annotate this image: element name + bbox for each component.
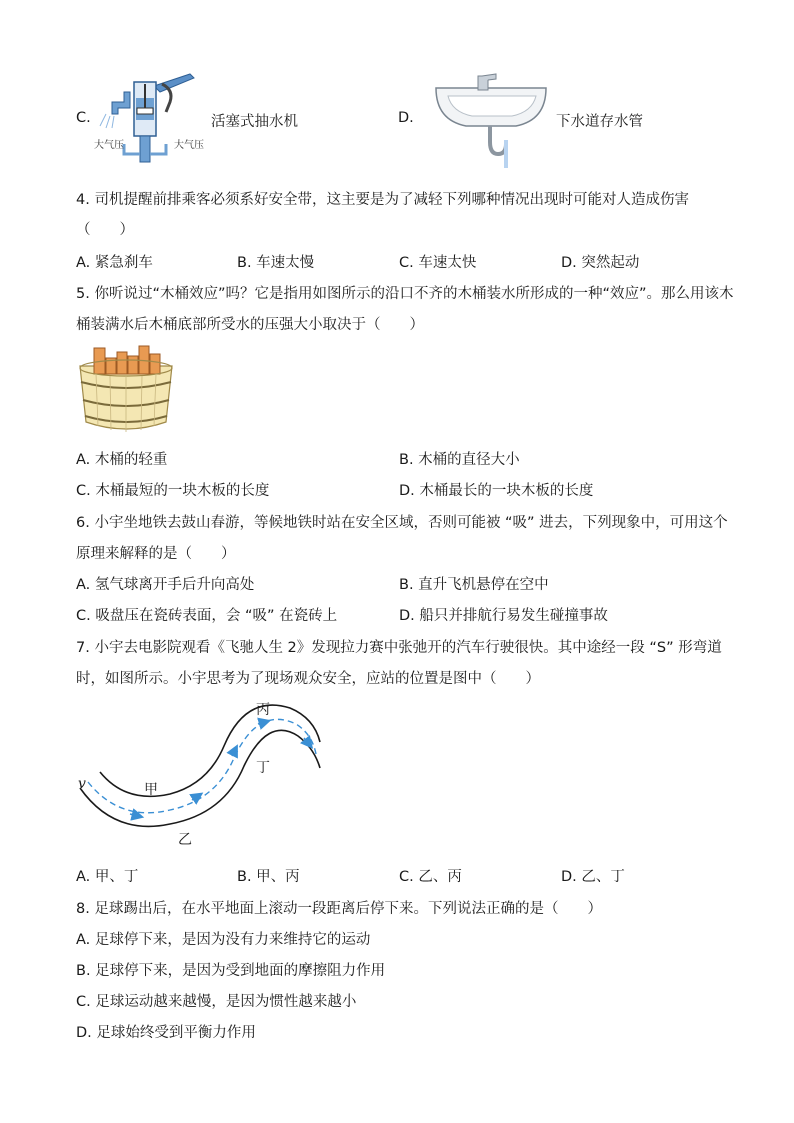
fig-label-yi: 乙 <box>178 832 192 848</box>
q4-option-d: D. 突然起动 <box>561 255 640 271</box>
q7-option-b: B. 甲、丙 <box>237 869 300 885</box>
q6-option-c: C. 吸盘压在瓷砖表面，会 “吸” 在瓷砖上 <box>76 608 338 624</box>
fig-label-v: v <box>78 776 86 792</box>
s-curve-road-figure <box>74 696 334 850</box>
fig-label-left: 大气压 <box>94 140 124 151</box>
q8-stem: 8. 足球踢出后，在水平地面上滚动一段距离后停下来。下列说法正确的是（ ） <box>76 901 602 917</box>
q8-option-d: D. 足球始终受到平衡力作用 <box>76 1025 256 1041</box>
wooden-bucket-figure <box>76 344 176 434</box>
q8-option-b: B. 足球停下来，是因为受到地面的摩擦阻力作用 <box>76 963 386 979</box>
q5-option-b: B. 木桶的直径大小 <box>399 452 520 468</box>
q4-stem-line1: 4. 司机提醒前排乘客必须系好安全带，这主要是为了减轻下列哪种情况出现时可能对人造成伤害 <box>76 192 689 208</box>
q4-option-b: B. 车速太慢 <box>237 255 315 271</box>
q6-stem-line2: 原理来解释的是（ ） <box>76 546 236 562</box>
q5-stem-line1: 5. 你听说过“木桶效应”吗？它是指用如图所示的沿口不齐的木桶装水所形成的一种“效应”。那么用该木 <box>76 286 734 302</box>
q6-option-b: B. 直升飞机悬停在空中 <box>399 577 549 593</box>
q3-option-c-text: 活塞式抽水机 <box>211 114 298 130</box>
q6-option-d: D. 船只并排航行易发生碰撞事故 <box>399 608 608 624</box>
piston-pump-figure <box>94 68 214 164</box>
fig-label-right: 大气压 <box>174 140 204 151</box>
q5-option-a: A. 木桶的轻重 <box>76 452 168 468</box>
q8-option-a: A. 足球停下来，是因为没有力来维持它的运动 <box>76 932 371 948</box>
q8-option-c: C. 足球运动越来越慢，是因为惯性越来越小 <box>76 994 357 1010</box>
q7-stem-line2: 时，如图所示。小宇思考为了现场观众安全，应站的位置是图中（ ） <box>76 671 540 687</box>
q3-option-c-label: C. <box>76 110 91 126</box>
q5-option-d: D. 木桶最长的一块木板的长度 <box>399 483 594 499</box>
q3-option-d-text: 下水道存水管 <box>556 114 643 130</box>
q4-stem-line2: （ ） <box>76 222 134 238</box>
q5-stem-line2: 桶装满水后木桶底部所受水的压强大小取决于（ ） <box>76 317 424 333</box>
q7-option-a: A. 甲、丁 <box>76 869 139 885</box>
q6-option-a: A. 氢气球离开手后升向高处 <box>76 577 255 593</box>
q3-option-d-label: D. <box>398 110 414 126</box>
q4-option-a: A. 紧急刹车 <box>76 255 153 271</box>
q7-option-d: D. 乙、丁 <box>561 869 625 885</box>
q7-stem-line1: 7. 小宇去电影院观看《飞驰人生 2》发现拉力赛中张弛开的汽车行驶很快。其中途经一段 “S” 形弯道 <box>76 640 722 656</box>
q7-option-c: C. 乙、丙 <box>399 869 462 885</box>
fig-label-ding: 丁 <box>256 760 270 776</box>
fig-label-jia: 甲 <box>144 782 158 798</box>
sink-trap-figure <box>432 70 550 168</box>
q4-option-c: C. 车速太快 <box>399 255 477 271</box>
q5-option-c: C. 木桶最短的一块木板的长度 <box>76 483 270 499</box>
fig-label-bing: 丙 <box>256 702 270 718</box>
q6-stem-line1: 6. 小宇坐地铁去鼓山春游，等候地铁时站在安全区域，否则可能被 “吸” 进去，下列现象中，可用这个 <box>76 515 728 531</box>
